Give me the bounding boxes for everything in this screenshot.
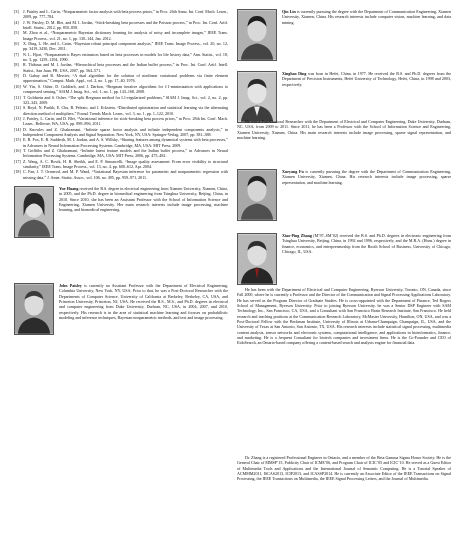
bio-body: is currently an Assistant Professor with the Department of Electrical Engineering, Columbia University, New York, NY, USA. Prior to that, he was a Post-Doctoral Researcher with the Departments of Computer Science, University of California at Berkeley, Berkeley, CA, USA, and Princeton University, Princeton, NJ, USA. He received the B.S., M.S., and Ph.D. degrees in electrical and computer engineering from Duke University, Durham, NC, USA, in 2004, 2007, and 2010, respectively. His research is in the area of statistical machine learning and focuses on probabilistic modeling and inference techniques, Bayesian nonparametric methods, and text and image processing. — [59, 283, 228, 321]
photo-xueyang-fu — [237, 169, 277, 221]
photo-qin-lin — [237, 9, 277, 61]
reference-item — [14, 169, 228, 180]
portrait-image — [238, 170, 276, 220]
bio-qin-lin-text — [282, 9, 451, 25]
reference-item — [14, 127, 228, 138]
bio-body: was born in Hefei, China, in 1977. He received the B.S. and Ph.D. degrees from the Department of Precision Instruments, Hefei University of Technology, Hefei, China, in 1998 and 2003, respectively. — [282, 71, 451, 87]
reference-text: C. Fan, J. T. Ormerod, and M. P. Wand, “Variational Bayesian inference for parametric and nonparametric regression with missing data,” J. Amer. Statist. Assoc., vol. 106, no. 495, pp. 959–971, 2011. — [23, 169, 228, 180]
bio-yue-huang-text — [59, 186, 228, 213]
bio-qin-lin — [237, 9, 451, 69]
reference-number: [13] — [14, 115, 21, 121]
photo-john-paisley — [14, 283, 54, 335]
reference-text: J. Paisley and L. Carin, “Nonparametric factor analysis with beta process priors,” in Proc. 26th Annu. Int. Conf. Mach. Learn., 2009, pp. 777–784. — [23, 9, 228, 20]
reference-item — [14, 159, 228, 170]
reference-text: W. Yin, S. Osher, D. Goldfarb, and J. Darbon, “Bregman iterative algorithms for ℓ1-minimization with applications to compressed sensing,” SIAM J. Imag. Sci., vol. 1, no. 1, pp. 143–168, 2008. — [23, 83, 228, 95]
reference-text: X. Ding, L. He, and L. Carin, “Bayesian robust principal component analysis,” IEEE Trans. Image Process., vol. 20, no. 12, pp. 3419–3430, Dec. 2011. — [23, 41, 228, 52]
portrait-image — [238, 234, 276, 284]
reference-number: [17] — [14, 158, 21, 164]
bio-xiao-ping-zhang-text — [282, 233, 451, 254]
reference-text: J. W. Paisley, D. M. Blei, and M. I. Jordan, “Stick-breaking beta processes and the Poisson process,” in Proc. Int. Conf. Artif. Intell. Statist., 2012, pp. 850–858. — [23, 19, 228, 31]
bio-xinghao-ding-text — [282, 71, 451, 87]
reference-number: [15] — [14, 137, 21, 143]
reference-text: D. Knowles and Z. Ghahramani, “Infinite sparse factor analysis and infinite independent components analysis,” in Independent Component Analysis and Signal Separation. New York, NY, USA: Springer-Verlag, 2007, pp. 381–388. — [23, 126, 228, 137]
bio-john-paisley-text — [59, 283, 228, 320]
bio-xinghao-ding — [237, 71, 451, 167]
left-column — [14, 9, 228, 363]
bio-xiao-ping-zhang-para2: He has been with the Department of Electrical and Computer Engineering, Ryerson University, Toronto, ON, Canada, since Fall 2000, where he is currently a Professor and the Director of the Communication and Signal Processing Applications Laboratory. He has served as the Program Director of Graduate Studies. He is cross-appointed with the Department of Finance, Ted Rogers School of Management, Ryerson University. Prior to joining Ryerson University, he was a Senior DSP Engineer with SAM Technology, Inc., San Francisco, CA, USA, and a Consultant with San Francisco Brain Research Institute, San Francisco. He held research and teaching positions at the Communication Research Laboratory, McMaster University, Hamilton, ON, USA, and was a Post-Doctoral Fellow with the Beckman Institute, University of Illinois at Urbana-Champaign, Champaign, IL, USA, and the University of Texas at San Antonio, San Antonio, TX, USA. His research interests include statistical signal processing, multimedia content analysis, sensor networks and electronic systems, computational intelligence, and applications in bioinformatics, finance, and marketing. He is a frequent Consultant for biotech companies and investment firms. He is the Co-Founder and CEO of EidoSearch, an Ontario-based company offering a content-based search and analysis engine for financial data. — [237, 287, 451, 346]
reference-number: [10] — [14, 83, 21, 89]
reference-item — [14, 52, 228, 63]
reference-number: [18] — [14, 169, 21, 175]
portrait-image — [238, 72, 276, 122]
bio-name: Xinghao Ding — [282, 71, 307, 76]
bio-xiao-ping-zhang-para3: Dr. Zhang is a registered Professional Engineer in Ontario, and a member of the Beta Gamma Sigma Honor Society. He is the General Chair of MMSP’15, Publicity Chair of ICME’06, and Program Chair of ICIC’05 and ICIC’10. He served as a Guest Editor of Multimedia Tools and Applications and the International Journal of Semantic Computing. He is a Tutorial Speaker of ACMMM2011, ISCAS2013, ICIP2013, and ICASSP2014. He is currently an Associate Editor of the IEEE Transactions on Signal Processing, the IEEE Transactions on Multimedia, the IEEE Signal Processing Letters, and the Journal of Multimedia. — [237, 455, 451, 482]
reference-number: [8] — [14, 62, 19, 68]
right-column — [237, 9, 451, 551]
reference-number: [3] — [14, 9, 19, 14]
reference-item — [14, 30, 228, 41]
reference-text: D. Gabay and B. Mercier, “A dual algorithm for the solution of nonlinear variational problems via finite element approximation,” Comput. Math. Appl., vol. 2, no. 1, pp. 17–40, 1976. — [23, 73, 228, 84]
reference-number: [6] — [14, 41, 19, 47]
portrait-image — [15, 284, 53, 334]
reference-item — [14, 20, 228, 31]
reference-item — [14, 84, 228, 95]
reference-item — [14, 105, 228, 116]
photo-yue-huang — [14, 186, 54, 238]
bio-xinghao-ding-para2: He was a Post-Doctoral Researcher with the Department of Electrical and Computer Engineering, Duke University, Durham, NC, USA, from 2009 to 2011. Since 2011, he has been a Professor with the School of Information Science and Engineering, Xiamen University, Xiamen, China. His main research interests include image processing, sparse signal representation, and machine learning. — [237, 119, 451, 141]
bio-name: Yue Huang — [59, 186, 79, 191]
bio-name: Xueyang Fu — [282, 169, 304, 174]
bio-xueyang-fu — [237, 169, 451, 231]
reference-text: J. Paisley, L. Carin, and D. Blei, “Variational inference for stick-breaking beta process priors,” in Proc. 28th Int. Conf. Mach. Learn., Bellevue, WA, USA, pp. 889–896, 2011. — [23, 115, 228, 127]
reference-item — [14, 73, 228, 84]
reference-text: Z. Wang, A. C. Bovik, H. R. Sheikh, and E. P. Simoncelli, “Image quality assessment: From error visibility to structural similarity,” IEEE Trans. Image Process., vol. 13, no. 4, pp. 600–612, Apr. 2004. — [23, 158, 228, 169]
bio-xiao-ping-zhang — [237, 233, 451, 551]
bio-body: is currently pursuing the degree with the Department of Communication Engineering, Xiamen University, Xiamen, China. His research interests include image processing, sparse representation, and machine learning. — [282, 169, 452, 185]
reference-text: T. Griffiths and Z. Ghahramani, “Infinite latent feature models and the Indian buffet process,” in Advances in Neural Information Processing Systems. Cambridge, MA, USA: MIT Press, 2006, pp. 475–482. — [23, 147, 228, 159]
reference-number: [14] — [14, 126, 21, 132]
reference-number: [11] — [14, 94, 21, 100]
reference-text: R. Thibaux and M. I. Jordan, “Hierarchical beta processes and the Indian buffet process,” in Proc. Int. Conf. Artif. Intell. Statist., San Juan, PR, USA, 2007, pp. 564–571. — [23, 62, 228, 73]
bio-xueyang-fu-text — [282, 169, 451, 185]
reference-text: N. L. Hjort, “Nonparametric Bayes estimators based on beta processes in models for life history data,” Ann. Statist., vol. 18, no. 3, pp. 1259–1294, 1990. — [23, 51, 228, 63]
reference-item — [14, 116, 228, 127]
reference-number: [5] — [14, 30, 19, 36]
bio-body: is currently pursuing the degree with the Department of Communication Engineering, Xiamen University, Xiamen, China. His research interests include computer vision, machine learning, and data mining. — [282, 9, 451, 25]
portrait-image — [15, 187, 53, 237]
reference-item — [14, 41, 228, 52]
reference-number: [7] — [14, 51, 19, 57]
reference-item — [14, 95, 228, 106]
reference-number: [12] — [14, 105, 21, 111]
bio-name: Qin Lin — [282, 9, 296, 14]
reference-item — [14, 148, 228, 159]
bio-name: Xiao-Ping Zhang — [282, 233, 312, 238]
bio-name: John Paisley — [59, 283, 82, 288]
reference-item — [14, 9, 228, 20]
reference-number: [9] — [14, 73, 19, 79]
reference-item — [14, 137, 228, 148]
reference-text: T. Goldstein and S. Osher, “The split Bregman method for L1-regularized problems,” SIAM J. Imag. Sci., vol. 2, no. 2, pp. 323–343, 2009. — [23, 94, 228, 105]
reference-number: [16] — [14, 147, 21, 153]
photo-xinghao-ding — [237, 71, 277, 123]
portrait-image — [238, 10, 276, 60]
reference-text: S. Boyd, N. Parikh, E. Chu, B. Peleato, and J. Eckstein, “Distributed optimization and statistical learning via the alternating direction method of multipliers,” Found. Trends Mach. Learn., vol. 3, no. 1, pp. 1–122, 2010. — [23, 105, 228, 116]
reference-text: E. B. Fox, E. B. Sudderth, M. I. Jordan, and A. S. Willsky, “Sharing features among dynamical systems with beta processes,” in Advances in Neural Information Processing Systems. Cambridge, MA, USA: MIT Press, 2009. — [23, 137, 228, 148]
reference-text: M. Zhou et al., “Nonparametric Bayesian dictionary learning for analysis of noisy and incomplete images,” IEEE Trans. Image Process., vol. 21, no. 1, pp. 130–144, Jan. 2012. — [23, 30, 228, 41]
reference-number: [4] — [14, 19, 19, 25]
bio-body: received the B.S. degree in electrical engineering from Xiamen University, Xiamen, China, in 2005, and the Ph.D. degree in biomedical engineering from Tsinghua University, Beijing, China, in 2010. Since 2010, she has been an Assistant Professor with the School of Information Science and Engineering, Xiamen University. Her main research interests include image processing, machine learning, and biomedical engineering. — [59, 186, 228, 213]
photo-xiao-ping-zhang — [237, 233, 277, 285]
bio-john-paisley — [14, 283, 228, 363]
reference-list — [14, 9, 228, 180]
reference-item — [14, 62, 228, 73]
bio-yue-huang — [14, 186, 228, 279]
bio-body: (M’97–SM’02) received the B.S. and Ph.D. degrees in electronic engineering from Tsinghua University, Beijing, China, in 1992 and 1996, respectively, and the M.B.A. (Hons.) degree in finance, economics, and entrepreneurship from the Booth School of Business, University of Chicago, Chicago, IL, USA. — [282, 233, 451, 255]
